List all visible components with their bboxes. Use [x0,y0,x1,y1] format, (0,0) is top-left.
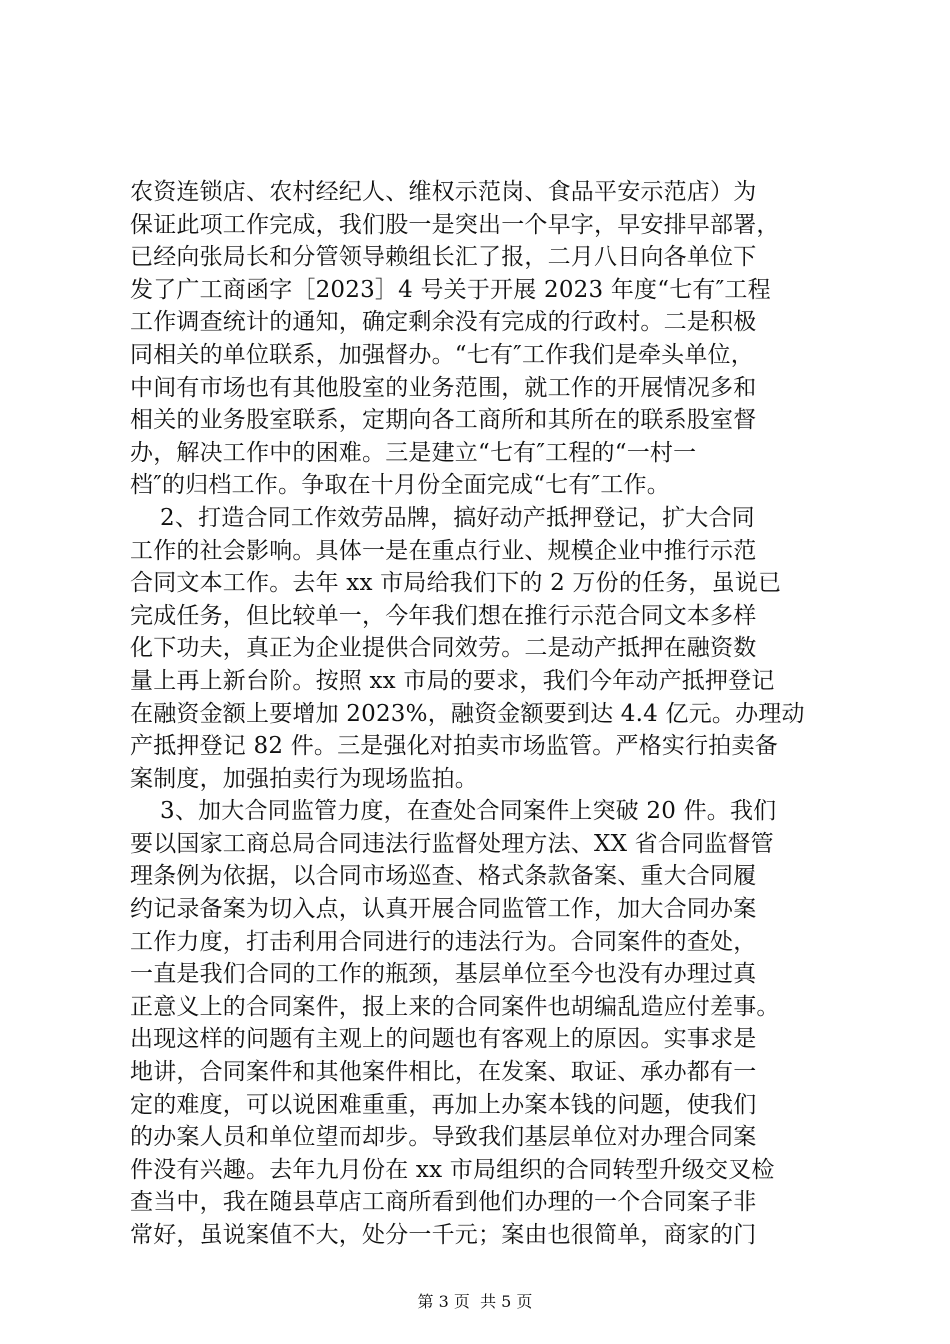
text-line: 地讲，合同案件和其他案件相比，在发案、取证、承办都有一 [130,1059,757,1086]
text-line: 工作力度，打击利用合同进行的违法行为。合同案件的查处， [130,928,757,955]
text-line: 合同文本工作。去年 xx 市局给我们下的 2 万份的任务，虽说已 [130,570,782,597]
text-line: 出现这样的问题有主观上的问题也有客观上的原因。实事求是 [130,1026,757,1053]
text-line: 农资连锁店、农村经纪人、维权示范岗、食品平安示范店）为 [130,179,757,205]
text-line: 保证此项工作完成，我们股一是突出一个早字，早安排早部署， [130,211,780,238]
text-line: 已经向张局长和分管领导赖组长汇了报，二月八日向各单位下 [130,244,757,271]
text-line: 查当中，我在随县草店工商所看到他们办理的一个合同案子非 [130,1189,757,1216]
paragraph-start-line: 3、加大合同监管力度，在查处合同案件上突破 20 件。我们 [130,798,777,825]
text-line: 档″的归档工作。争取在十月份全面完成“七有″工作。 [130,472,670,499]
text-line: 案制度，加强拍卖行为现场监拍。 [130,765,478,792]
document-body [130,176,830,1252]
text-line: 同相关的单位联系，加强督办。“七有″工作我们是牵头单位， [130,341,754,368]
text-line: 化下功夫，真正为企业提供合同效劳。二是动产抵押在融资数 [130,635,757,662]
text-line: 约记录备案为切入点，认真开展合同监管工作，加大合同办案 [130,896,757,923]
paragraph-start-line: 2、打造合同工作效劳品牌，搞好动产抵押登记，扩大合同 [130,504,755,531]
text-line: 常好，虽说案值不大，处分一千元；案由也很简单，商家的门 [130,1222,757,1248]
text-line: 件没有兴趣。去年九月份在 xx 市局组织的合同转型升级交叉检 [130,1156,775,1183]
text-line: 定的难度，可以说困难重重，再加上办案本钱的问题，使我们 [130,1091,757,1118]
text-line: 工作的社会影响。具体一是在重点行业、规模企业中推行示范 [130,537,757,564]
text-line: 中间有市场也有其他股室的业务范围，就工作的开展情况多和 [130,374,757,401]
text-line: 办，解决工作中的困难。三是建立“七有″工程的“一村一 [130,439,697,466]
text-line: 产抵押登记 82 件。三是强化对拍卖市场监管。严格实行拍卖备 [130,733,778,760]
text-line: 的办案人员和单位望而却步。导致我们基层单位对办理合同案 [130,1124,757,1151]
text-line: 正意义上的合同案件，报上来的合同案件也胡编乱造应付差事。 [130,993,780,1020]
text-line: 工作调查统计的通知，确定剩余没有完成的行政村。二是积极 [130,309,757,336]
text-line: 完成任务，但比较单一，今年我们想在推行示范合同文本多样 [130,602,757,629]
text-line: 相关的业务股室联系，定期向各工商所和其所在的联系股室督 [130,407,757,434]
text-line: 要以国家工商总局合同违法行监督处理方法、XX 省合同监督管 [130,830,774,857]
text-line: 量上再上新台阶。按照 xx 市局的要求，我们今年动产抵押登记 [130,667,775,694]
text-line: 一直是我们合同的工作的瓶颈，基层单位至今也没有办理过真 [130,961,757,988]
text-line: 发了广工商函字［2023］4 号关于开展 2023 年度“七有″工程 [130,276,771,303]
text-line: 在融资金额上要增加 2023%，融资金额要到达 4.4 亿元。办理动 [130,700,805,727]
page-footer [0,1292,950,1312]
text-line: 理条例为依据，以合同市场巡查、格式条款备案、重大合同履 [130,863,757,890]
page-number-label: 第 3 页 共 5 页 [417,1292,533,1311]
